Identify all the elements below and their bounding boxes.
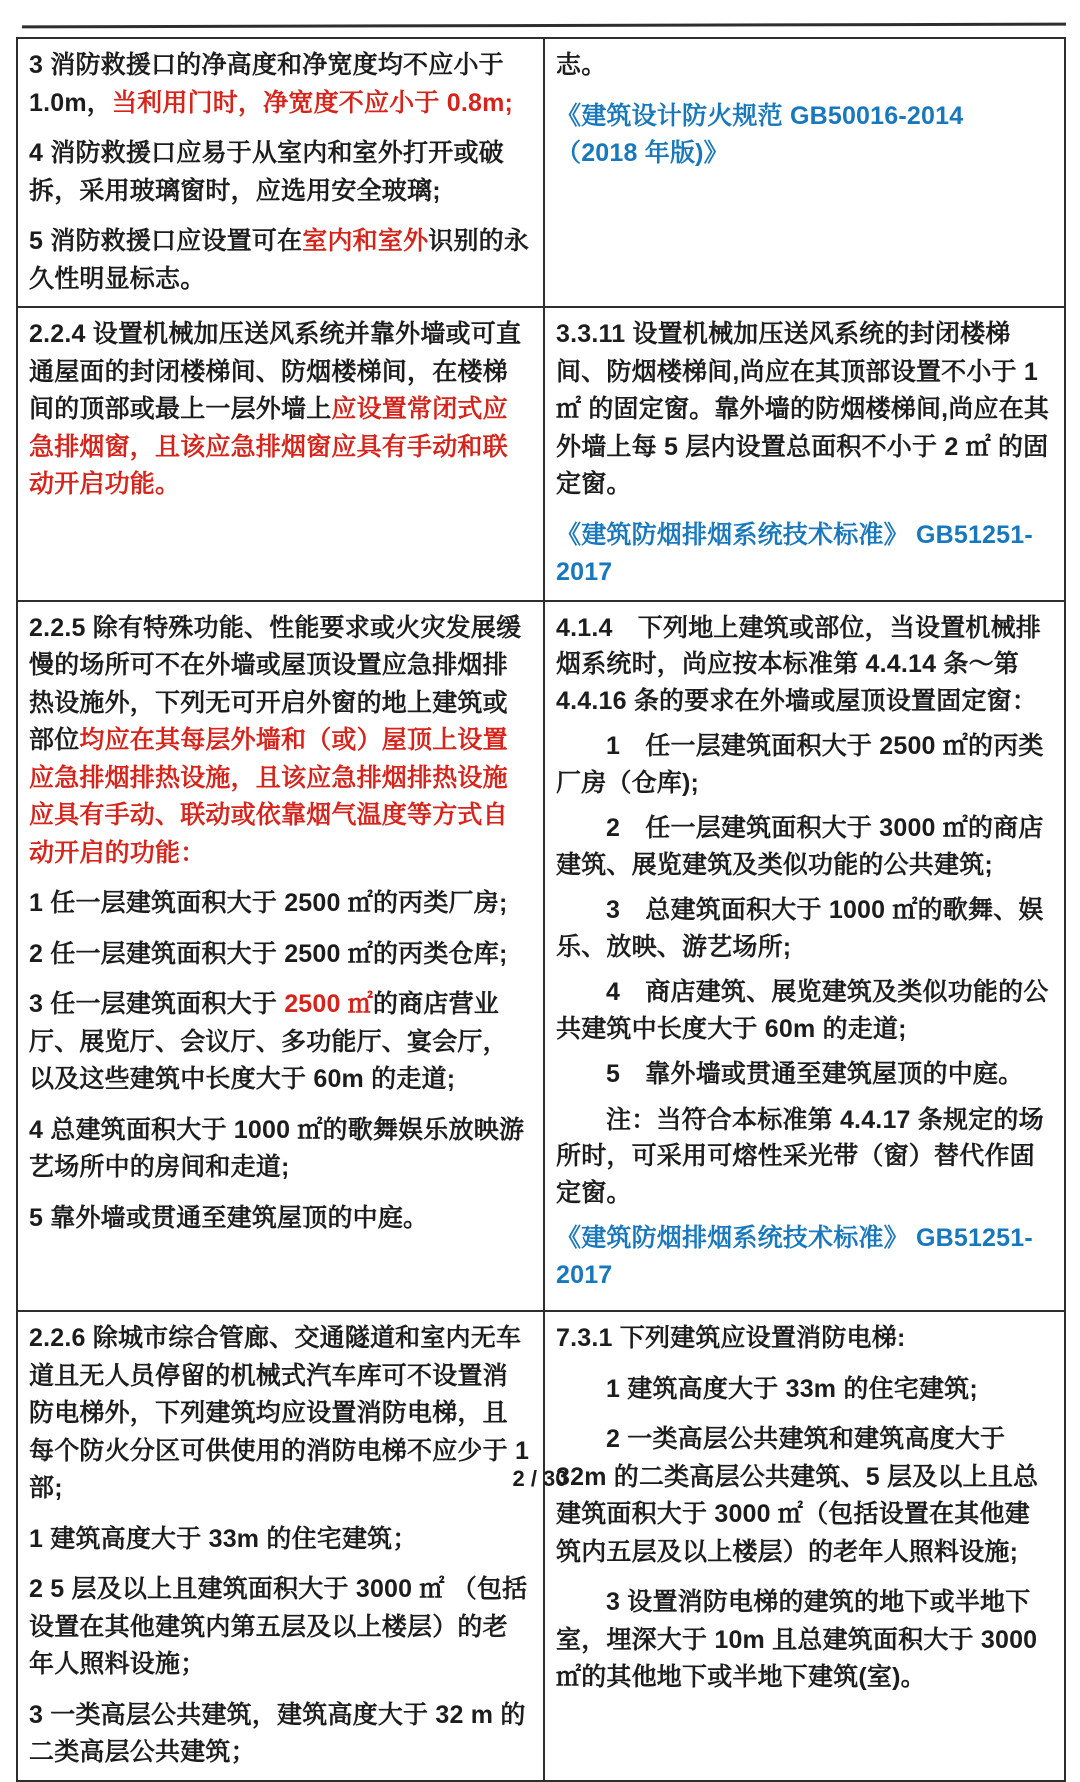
paragraph bbox=[556, 1056, 1052, 1093]
paragraph bbox=[556, 728, 1052, 801]
text-segment-black: 3 消防救援口的净高度和净宽度均不应小于 1.0m， bbox=[29, 51, 504, 117]
text-segment-black: 识别的永久性明显标志。 bbox=[29, 227, 530, 293]
paragraph bbox=[29, 135, 531, 210]
table-cell bbox=[17, 307, 544, 601]
paragraph bbox=[556, 1320, 1052, 1358]
table-cell bbox=[544, 307, 1065, 601]
text-segment-black: 3 一类高层公共建筑，建筑高度大于 32 m 的二类高层公共建筑； bbox=[29, 1700, 526, 1766]
paragraph bbox=[29, 223, 531, 298]
text-segment-black: 4 商店建筑、展览建筑及类似功能的公共建筑中长度大于 60m 的走道; bbox=[556, 978, 1049, 1043]
paragraph bbox=[556, 1102, 1052, 1212]
text-segment-black: 4.1.4 下列地上建筑或部位，当设置机械排烟系统时，尚应按本标准第 4.4.14 条～第 4.4.16 条的要求在外墙或屋顶设置固定窗： bbox=[556, 613, 1042, 715]
text-segment-black: 2 一类高层公共建筑和建筑高度大于 32m 的二类高层公共建筑、5 层及以上且总建筑面积大于 3000 ㎡（包括设置在其他建筑内五层及以上楼层）的老年人照料设施; bbox=[556, 1425, 1039, 1566]
text-segment-black: 4 总建筑面积大于 1000 ㎡的歌舞娱乐放映游艺场所中的房间和走道; bbox=[29, 1115, 525, 1181]
text-segment-black: 3 任一层建筑面积大于 bbox=[29, 990, 285, 1018]
table-cell bbox=[544, 1311, 1065, 1781]
table-cell bbox=[17, 601, 544, 1312]
text-segment-black: 5 消防救援口应设置可在 bbox=[29, 227, 303, 255]
paragraph bbox=[29, 986, 531, 1099]
text-segment-black: 2 任一层建筑面积大于 3000 ㎡的商店建筑、展览建筑及类似功能的公共建筑; bbox=[556, 814, 1044, 879]
text-segment-red: 室内和室外 bbox=[302, 227, 429, 255]
text-segment-black: 的商店营业厅、展览厅、会议厅、多功能厅、宴会厅，以及这些建筑中长度大于 60m 的走道; bbox=[29, 990, 508, 1093]
text-segment-black: 3 设置消防电梯的建筑的地下或半地下室，埋深大于 10m 且总建筑面积大于 3000 ㎡的其他地下或半地下建筑(室)。 bbox=[556, 1588, 1038, 1691]
table-row bbox=[17, 601, 1065, 1312]
text-segment-red: 均应在其每层外墙和（或）屋顶上设置应急排烟排热设施，且该应急排烟排热设施应具有手动、联动或依靠烟气温度等方式自动开启的功能： bbox=[29, 726, 508, 867]
paragraph bbox=[29, 316, 531, 504]
text-segment-black: 5 靠外墙或贯通至建筑屋顶的中庭。 bbox=[606, 1060, 1024, 1088]
text-segment-black: 1 任一层建筑面积大于 2500 ㎡的丙类厂房; bbox=[29, 889, 508, 917]
text-segment-blue: 《建筑防烟排烟系统技术标准》 GB51251-2017 bbox=[556, 520, 1033, 586]
text-segment-black: 3.3.11 设置机械加压送风系统的封闭楼梯间、防烟楼梯间,尚应在其顶部设置不小于 1 ㎡ 的固定窗。靠外墙的防烟楼梯间,尚应在其外墙上每 5 层内设置总面积不小于 2 ㎡ 的固定窗。 bbox=[556, 320, 1050, 498]
paragraph bbox=[556, 810, 1052, 883]
paragraph bbox=[556, 1584, 1052, 1697]
paragraph bbox=[29, 1697, 531, 1772]
text-segment-black: 5 靠外墙或贯通至建筑屋顶的中庭。 bbox=[29, 1203, 429, 1232]
text-segment-black: 1 任一层建筑面积大于 2500 ㎡的丙类厂房（仓库); bbox=[556, 732, 1044, 797]
table-cell bbox=[544, 601, 1065, 1312]
text-segment-black: 3 总建筑面积大于 1000 ㎡的歌舞、娱乐、放映、游艺场所; bbox=[556, 896, 1044, 961]
text-segment-black: 1 建筑高度大于 33m 的住宅建筑； bbox=[29, 1524, 418, 1553]
page-number: 2 / 30 bbox=[512, 1466, 568, 1491]
table-top-rule bbox=[22, 23, 1066, 29]
paragraph bbox=[556, 1371, 1052, 1409]
regulation-citation bbox=[556, 1220, 1052, 1293]
text-segment-red: 当利用门时，净宽度不应小于 0.8m; bbox=[111, 88, 514, 117]
paragraph bbox=[29, 610, 531, 873]
paragraph bbox=[556, 610, 1052, 720]
table-cell bbox=[544, 38, 1065, 307]
paragraph bbox=[29, 1112, 531, 1187]
text-segment-red: 应设置常闭式应急排烟窗，且该应急排烟窗应具有手动和联动开启功能。 bbox=[29, 395, 508, 498]
regulation-citation bbox=[556, 517, 1052, 592]
paragraph bbox=[556, 1421, 1052, 1571]
text-segment-black: 2.2.5 除有特殊功能、性能要求或火灾发展缓慢的场所可不在外墙或屋顶设置应急排烟排热设施外，下列无可开启外窗的地上建筑或部位 bbox=[29, 613, 522, 754]
table-cell bbox=[17, 38, 544, 307]
paragraph bbox=[29, 1571, 531, 1684]
text-segment-blue: 《建筑设计防火规范 GB50016-2014 （2018 年版)》 bbox=[556, 101, 964, 167]
table-row bbox=[17, 307, 1065, 601]
text-segment-black: 2.2.4 设置机械加压送风系统并靠外墙或可直通屋面的封闭楼梯间、防烟楼梯间，在楼梯间的顶部或最上一层外墙上 bbox=[29, 320, 522, 423]
paragraph bbox=[556, 974, 1052, 1047]
paragraph bbox=[556, 892, 1052, 965]
code-comparison-table bbox=[16, 37, 1066, 1782]
table-cell bbox=[17, 1311, 544, 1781]
table-row bbox=[17, 1311, 1065, 1781]
text-segment-black: 2 5 层及以上且建筑面积大于 3000 ㎡ （包括设置在其他建筑内第五层及以上楼层）的老年人照料设施； bbox=[29, 1575, 528, 1678]
text-segment-black: 4 消防救援口应易于从室内和室外打开或破拆，采用玻璃窗时，应选用安全玻璃; bbox=[29, 139, 504, 205]
paragraph bbox=[29, 1521, 531, 1559]
paragraph bbox=[556, 316, 1052, 504]
text-segment-black: 2.2.6 除城市综合管廊、交通隧道和室内无车道且无人员停留的机械式汽车库可不设置消防电梯外，下列建筑均应设置消防电梯，且每个防火分区可供使用的消防电梯不应少于 1 部; bbox=[29, 1324, 530, 1502]
paragraph bbox=[29, 936, 531, 974]
text-segment-blue: 《建筑防烟排烟系统技术标准》 GB51251-2017 bbox=[556, 1224, 1033, 1289]
text-segment-red: 2500 ㎡ bbox=[284, 990, 373, 1018]
paragraph bbox=[29, 885, 531, 923]
text-segment-black: 1 建筑高度大于 33m 的住宅建筑; bbox=[606, 1374, 978, 1403]
text-segment-black: 2 任一层建筑面积大于 2500 ㎡的丙类仓库; bbox=[29, 939, 508, 968]
text-segment-black: 志。 bbox=[556, 51, 607, 79]
text-segment-black: 7.3.1 下列建筑应设置消防电梯: bbox=[556, 1324, 906, 1352]
regulation-citation bbox=[556, 98, 1052, 173]
table-row bbox=[17, 38, 1065, 307]
text-segment-black: 注：当符合本标准第 4.4.17 条规定的场所时，可采用可熔性采光带（窗）替代作固定窗。 bbox=[556, 1105, 1044, 1207]
paragraph bbox=[29, 47, 531, 122]
paragraph bbox=[29, 1200, 531, 1238]
paragraph bbox=[556, 47, 1052, 85]
